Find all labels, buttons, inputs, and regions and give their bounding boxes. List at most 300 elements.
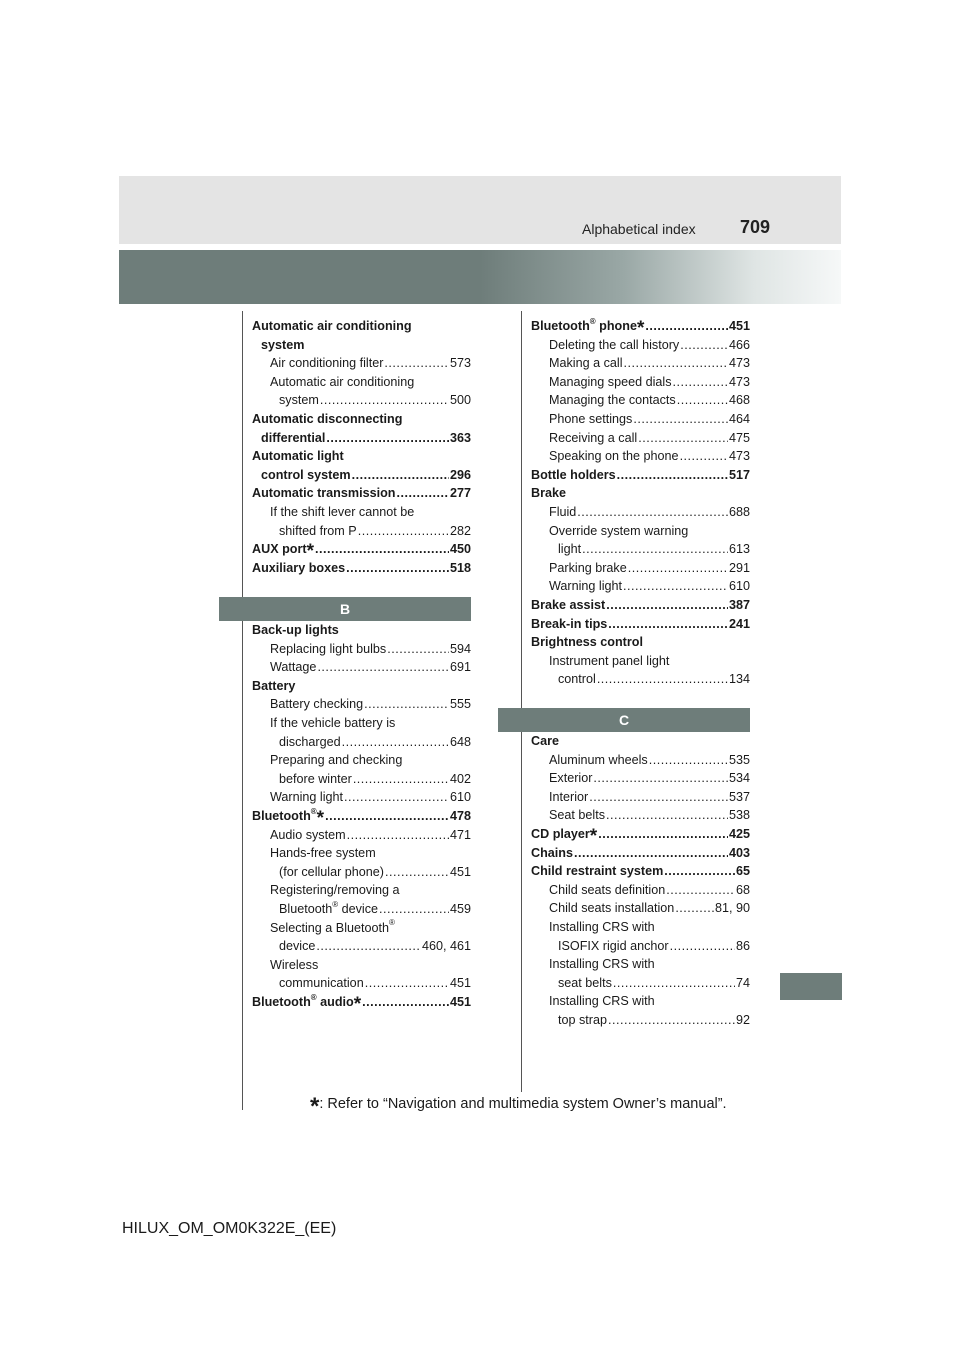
index-term-text: system <box>261 337 305 352</box>
index-entry <box>252 826 471 845</box>
page-reference: 518 <box>449 560 471 575</box>
document-code: HILUX_OM_OM0K322E_(EE) <box>122 1220 337 1237</box>
index-entry <box>252 714 471 733</box>
index-term-text: Aluminum wheels <box>549 752 648 767</box>
index-term-text: Receiving a call <box>549 430 638 445</box>
index-entry <box>531 429 750 448</box>
leader-dots <box>387 640 449 659</box>
registered-mark: ® <box>589 316 596 326</box>
middle-column-rule <box>521 311 522 1092</box>
index-term-text: Parking brake <box>549 560 627 575</box>
page-reference: 688 <box>728 504 750 519</box>
index-term <box>549 957 655 971</box>
index-term <box>261 466 351 485</box>
index-entry <box>252 806 471 829</box>
index-term-text: (for cellular phone) <box>279 864 384 879</box>
page-reference: 65 <box>735 864 750 879</box>
page-reference: 613 <box>728 542 750 557</box>
index-entry <box>531 881 750 900</box>
right-column-c-entries <box>531 732 750 1030</box>
leader-dots <box>342 733 449 752</box>
index-entry <box>252 974 471 993</box>
index-entry <box>531 806 750 825</box>
page-reference: 573 <box>449 356 471 371</box>
index-entry <box>531 899 750 918</box>
asterisk-marker: * <box>353 993 362 1015</box>
index-term-text: Managing speed dials <box>549 374 672 389</box>
index-entry <box>531 484 750 503</box>
index-term <box>270 375 414 389</box>
index-entry <box>531 1011 750 1030</box>
page-reference: 466 <box>728 337 750 352</box>
leader-dots <box>317 658 449 677</box>
index-entry <box>252 410 471 429</box>
index-term-text: Bluetooth <box>531 319 590 333</box>
index-entry <box>531 540 750 559</box>
index-term <box>279 900 378 919</box>
index-term-text: Automatic transmission <box>252 486 396 501</box>
index-term <box>531 316 645 339</box>
index-term <box>549 336 679 355</box>
index-term-text: control system <box>261 467 351 482</box>
index-term <box>279 391 319 410</box>
leader-dots <box>347 826 449 845</box>
index-entry <box>252 317 471 336</box>
leader-dots <box>613 974 735 993</box>
leader-dots <box>633 410 728 429</box>
leader-dots <box>617 466 728 485</box>
page-reference: 471 <box>449 827 471 842</box>
index-term-text: seat belts <box>558 975 612 990</box>
index-term <box>270 958 318 972</box>
leader-dots <box>315 540 449 559</box>
page-reference: 92 <box>735 1012 750 1027</box>
index-term-text: Brake <box>531 486 567 501</box>
index-term <box>549 559 627 578</box>
index-term-text: Audio system <box>270 827 346 842</box>
index-entry <box>252 937 471 956</box>
section-letter-c: C <box>498 708 750 732</box>
index-term <box>549 881 665 900</box>
section-letter-b: B <box>219 597 471 621</box>
index-entry <box>252 992 471 1015</box>
index-entry <box>531 974 750 993</box>
leader-dots <box>316 937 421 956</box>
page-reference: 464 <box>728 411 750 426</box>
page-reference: 363 <box>449 430 471 445</box>
index-entry <box>531 503 750 522</box>
index-term-text: Battery <box>252 678 296 693</box>
leader-dots <box>358 522 449 541</box>
page-reference: 451 <box>449 864 471 879</box>
leader-dots <box>673 373 728 392</box>
index-term <box>549 769 592 788</box>
index-term <box>270 883 400 897</box>
page-reference: 535 <box>728 752 750 767</box>
index-entry <box>252 429 471 448</box>
index-term-text: Bottle holders <box>531 467 616 482</box>
page-reference: 648 <box>449 734 471 749</box>
page-reference: 537 <box>728 789 750 804</box>
page-reference: 475 <box>728 430 750 445</box>
index-term-text: Instrument panel light <box>549 653 670 668</box>
index-term-text: communication <box>279 976 364 991</box>
index-term-text: Making a call <box>549 356 623 371</box>
index-term <box>270 846 376 860</box>
index-term-text: Selecting a Bluetooth <box>270 920 390 935</box>
page-title: Alphabetical index <box>582 221 696 237</box>
index-term <box>270 354 383 373</box>
leader-dots <box>593 769 728 788</box>
leader-dots <box>344 788 449 807</box>
index-entry <box>531 670 750 689</box>
index-term-text: Deleting the call history <box>549 337 680 352</box>
index-entry <box>252 919 471 938</box>
index-term-text: AUX port <box>252 542 307 557</box>
index-term <box>531 862 663 881</box>
index-entry <box>252 640 471 659</box>
page-reference: 425 <box>728 826 750 841</box>
index-term <box>252 484 395 503</box>
index-term-text: Replacing light bulbs <box>270 641 387 656</box>
index-term <box>531 844 573 863</box>
page-number: 709 <box>740 217 771 237</box>
index-term <box>270 716 395 730</box>
page-reference: 555 <box>449 697 471 712</box>
page-reference: 610 <box>728 579 750 594</box>
index-term-suffix: phone <box>595 319 637 333</box>
index-entry <box>252 956 471 975</box>
index-term-text: Chains <box>531 845 573 860</box>
index-entry <box>531 918 750 937</box>
index-term-text: light <box>558 542 582 557</box>
index-term-suffix: audio <box>316 994 354 1009</box>
index-entry <box>531 732 750 751</box>
index-term <box>279 937 315 956</box>
index-entry <box>531 844 750 863</box>
page-reference: 594 <box>449 641 471 656</box>
page-reference: 473 <box>728 356 750 371</box>
leader-dots <box>606 596 728 615</box>
index-entry <box>252 695 471 714</box>
index-term-text: Care <box>531 734 560 748</box>
asterisk-marker: * <box>636 318 645 339</box>
leader-dots <box>666 881 735 900</box>
index-term-text: Preparing and checking <box>270 753 403 768</box>
leader-dots <box>597 670 728 689</box>
index-entry <box>252 658 471 677</box>
index-term <box>252 559 345 578</box>
index-term-text: Bluetooth <box>252 808 311 823</box>
index-term-text: Seat belts <box>549 808 606 823</box>
index-term <box>279 522 357 541</box>
index-term-text: Bluetooth <box>279 901 333 916</box>
index-entry <box>252 503 471 522</box>
leader-dots <box>638 429 728 448</box>
index-term-text: before winter <box>279 771 352 786</box>
page-reference: 473 <box>728 374 750 389</box>
index-entry <box>252 881 471 900</box>
index-entry <box>531 862 750 881</box>
index-term <box>558 937 669 956</box>
registered-mark: ® <box>310 806 317 816</box>
index-term-text: Installing CRS with <box>549 919 655 934</box>
index-term <box>558 1011 607 1030</box>
leader-dots <box>664 862 735 881</box>
left-column-rule <box>242 311 243 1110</box>
index-term <box>252 806 325 829</box>
leader-dots <box>680 336 728 355</box>
page-reference: 468 <box>728 393 750 408</box>
page-reference: 241 <box>728 616 750 631</box>
page-reference: 460, 461 <box>421 939 471 954</box>
leader-dots <box>598 825 728 844</box>
index-entry <box>252 466 471 485</box>
index-term <box>252 679 295 693</box>
index-term <box>252 992 362 1015</box>
page-reference: 277 <box>449 486 471 501</box>
index-term-text: discharged <box>279 734 341 749</box>
index-term-text: Break-in tips <box>531 616 608 631</box>
leader-dots <box>574 844 728 863</box>
index-entry <box>252 621 471 640</box>
index-term <box>252 319 412 333</box>
index-term <box>549 503 576 522</box>
index-entry <box>252 373 471 392</box>
index-term <box>270 505 414 519</box>
index-term <box>549 373 672 392</box>
index-term-text: Automatic disconnecting <box>252 411 403 426</box>
leader-dots <box>396 484 449 503</box>
right-column-b-entries <box>531 317 750 689</box>
page-reference: 538 <box>728 808 750 823</box>
index-term-text: Child seats installation <box>549 901 675 916</box>
index-entry <box>531 652 750 671</box>
page-reference: 387 <box>728 597 750 612</box>
index-entry <box>252 677 471 696</box>
page-reference: 691 <box>449 660 471 675</box>
index-term <box>549 806 605 825</box>
left-column-b-entries <box>252 621 471 1015</box>
index-term <box>252 540 314 563</box>
index-term-text: Warning light <box>270 790 344 805</box>
index-term <box>531 635 643 649</box>
index-entry <box>252 900 471 919</box>
index-term-text: differential <box>261 430 326 445</box>
page-reference: 534 <box>728 771 750 786</box>
index-term-text: Warning light <box>549 579 623 594</box>
index-term-text: CD player <box>531 826 590 841</box>
leader-dots <box>649 751 728 770</box>
leader-dots <box>353 770 449 789</box>
index-entry <box>252 770 471 789</box>
index-entry <box>531 825 750 847</box>
index-term <box>252 623 339 637</box>
index-term-text: Override system warning <box>549 523 689 538</box>
index-term <box>549 524 688 538</box>
index-term-text: Phone settings <box>549 411 633 426</box>
leader-dots <box>362 993 449 1012</box>
leader-dots <box>623 577 728 596</box>
index-entry <box>531 410 750 429</box>
index-term-text: Hands-free system <box>270 846 376 861</box>
index-entry <box>252 336 471 355</box>
page-reference: 402 <box>449 771 471 786</box>
index-term <box>270 918 395 935</box>
index-term-text: Fluid <box>549 504 577 519</box>
index-entry <box>531 992 750 1011</box>
leader-dots <box>608 1011 735 1030</box>
footnote-text: : Refer to “Navigation and multimedia system Owner’s manual”. <box>319 1096 727 1112</box>
index-term-text: Air conditioning filter <box>270 356 384 371</box>
index-entry <box>531 373 750 392</box>
leader-dots <box>608 615 728 634</box>
index-entry <box>531 751 750 770</box>
page-reference: 610 <box>449 790 471 805</box>
header-gradient-bar <box>119 250 841 304</box>
index-term-text: Automatic air conditioning <box>270 374 415 389</box>
index-term-text: Battery checking <box>270 697 364 712</box>
index-term-text: Back-up lights <box>252 623 339 637</box>
index-term <box>549 788 588 807</box>
leader-dots <box>326 429 449 448</box>
index-term <box>279 770 352 789</box>
page-reference: 282 <box>449 523 471 538</box>
index-entry <box>252 447 471 466</box>
index-term <box>549 391 676 410</box>
index-term <box>270 640 386 659</box>
registered-mark: ® <box>332 899 339 909</box>
leader-dots <box>364 695 449 714</box>
index-term <box>279 733 341 752</box>
index-term-text: Registering/removing a <box>270 883 400 898</box>
index-term-text: device <box>279 939 316 954</box>
index-term-text: Interior <box>549 789 589 804</box>
index-term-text: Automatic light <box>252 449 344 464</box>
index-term <box>549 410 632 429</box>
leader-dots <box>379 900 449 919</box>
registered-mark: ® <box>389 918 395 928</box>
index-entry <box>252 788 471 807</box>
index-entry <box>531 615 750 634</box>
index-entry <box>531 391 750 410</box>
index-term-suffix: device <box>338 901 379 916</box>
leader-dots <box>577 503 728 522</box>
index-term <box>531 615 607 634</box>
page-reference: 68 <box>735 882 750 897</box>
leader-dots <box>680 447 728 466</box>
header-band <box>119 176 841 244</box>
leader-dots <box>385 863 449 882</box>
index-entry <box>252 540 471 563</box>
index-term-text: Automatic air conditioning <box>252 319 412 333</box>
page-reference: 74 <box>735 975 750 990</box>
index-term <box>270 788 343 807</box>
page-reference: 81, 90 <box>714 901 750 916</box>
index-entry <box>531 577 750 596</box>
index-term <box>558 670 596 689</box>
index-term-text: Installing CRS with <box>549 957 655 972</box>
page-reference: 451 <box>449 994 471 1009</box>
index-term <box>558 540 581 559</box>
page-reference: 459 <box>449 901 471 916</box>
index-entry <box>531 354 750 373</box>
index-term-text: Exterior <box>549 771 593 786</box>
index-entry <box>531 633 750 652</box>
index-term <box>549 751 648 770</box>
index-term <box>270 753 402 767</box>
page-reference: 450 <box>449 542 471 557</box>
index-entry <box>531 788 750 807</box>
index-term <box>279 974 364 993</box>
index-term-text: Speaking on the phone <box>549 449 679 464</box>
index-term-text: Managing the contacts <box>549 393 676 408</box>
index-entry <box>252 484 471 503</box>
index-term-text: system <box>279 393 319 408</box>
page-reference: 403 <box>728 845 750 860</box>
index-entry <box>252 733 471 752</box>
index-term <box>558 974 612 993</box>
index-term <box>531 596 605 615</box>
index-term-text: Brightness control <box>531 635 643 650</box>
index-term-text: If the shift lever cannot be <box>270 504 415 519</box>
footnote <box>310 1093 727 1120</box>
leader-dots <box>675 899 714 918</box>
index-entry <box>252 391 471 410</box>
index-term-text: Wattage <box>270 660 317 675</box>
leader-dots <box>628 559 728 578</box>
index-term <box>252 412 402 426</box>
index-entry <box>531 447 750 466</box>
index-term <box>261 429 325 448</box>
index-entry <box>252 751 471 770</box>
side-index-tab <box>780 973 842 1000</box>
index-term-text: Installing CRS with <box>549 994 655 1009</box>
index-term <box>531 466 616 485</box>
index-term <box>531 734 559 748</box>
index-entry <box>252 559 471 578</box>
page-reference: 517 <box>728 467 750 482</box>
leader-dots <box>365 974 449 993</box>
page-reference: 500 <box>449 393 471 408</box>
index-term-text: shifted from P <box>279 523 357 538</box>
page-reference: 291 <box>728 560 750 575</box>
index-term <box>279 863 384 882</box>
index-term <box>549 354 623 373</box>
leader-dots <box>670 937 735 956</box>
index-term-text: Child restraint system <box>531 864 664 879</box>
index-term-text: ISOFIX rigid anchor <box>558 938 669 953</box>
leader-dots <box>645 317 728 336</box>
index-term <box>261 338 304 352</box>
index-term <box>549 577 622 596</box>
index-entry <box>531 769 750 788</box>
index-term-text: Child seats definition <box>549 882 666 897</box>
page-reference: 451 <box>449 976 471 991</box>
index-entry <box>531 522 750 541</box>
asterisk-marker: * <box>589 825 598 847</box>
index-term <box>549 920 655 934</box>
asterisk-marker: * <box>306 541 314 563</box>
index-term-text: Bluetooth <box>252 994 311 1009</box>
index-term <box>549 899 674 918</box>
footnote-asterisk: * <box>310 1093 320 1120</box>
index-entry <box>531 955 750 974</box>
leader-dots <box>320 391 449 410</box>
index-entry <box>252 354 471 373</box>
page-reference: 296 <box>449 467 471 482</box>
index-term <box>270 658 316 677</box>
